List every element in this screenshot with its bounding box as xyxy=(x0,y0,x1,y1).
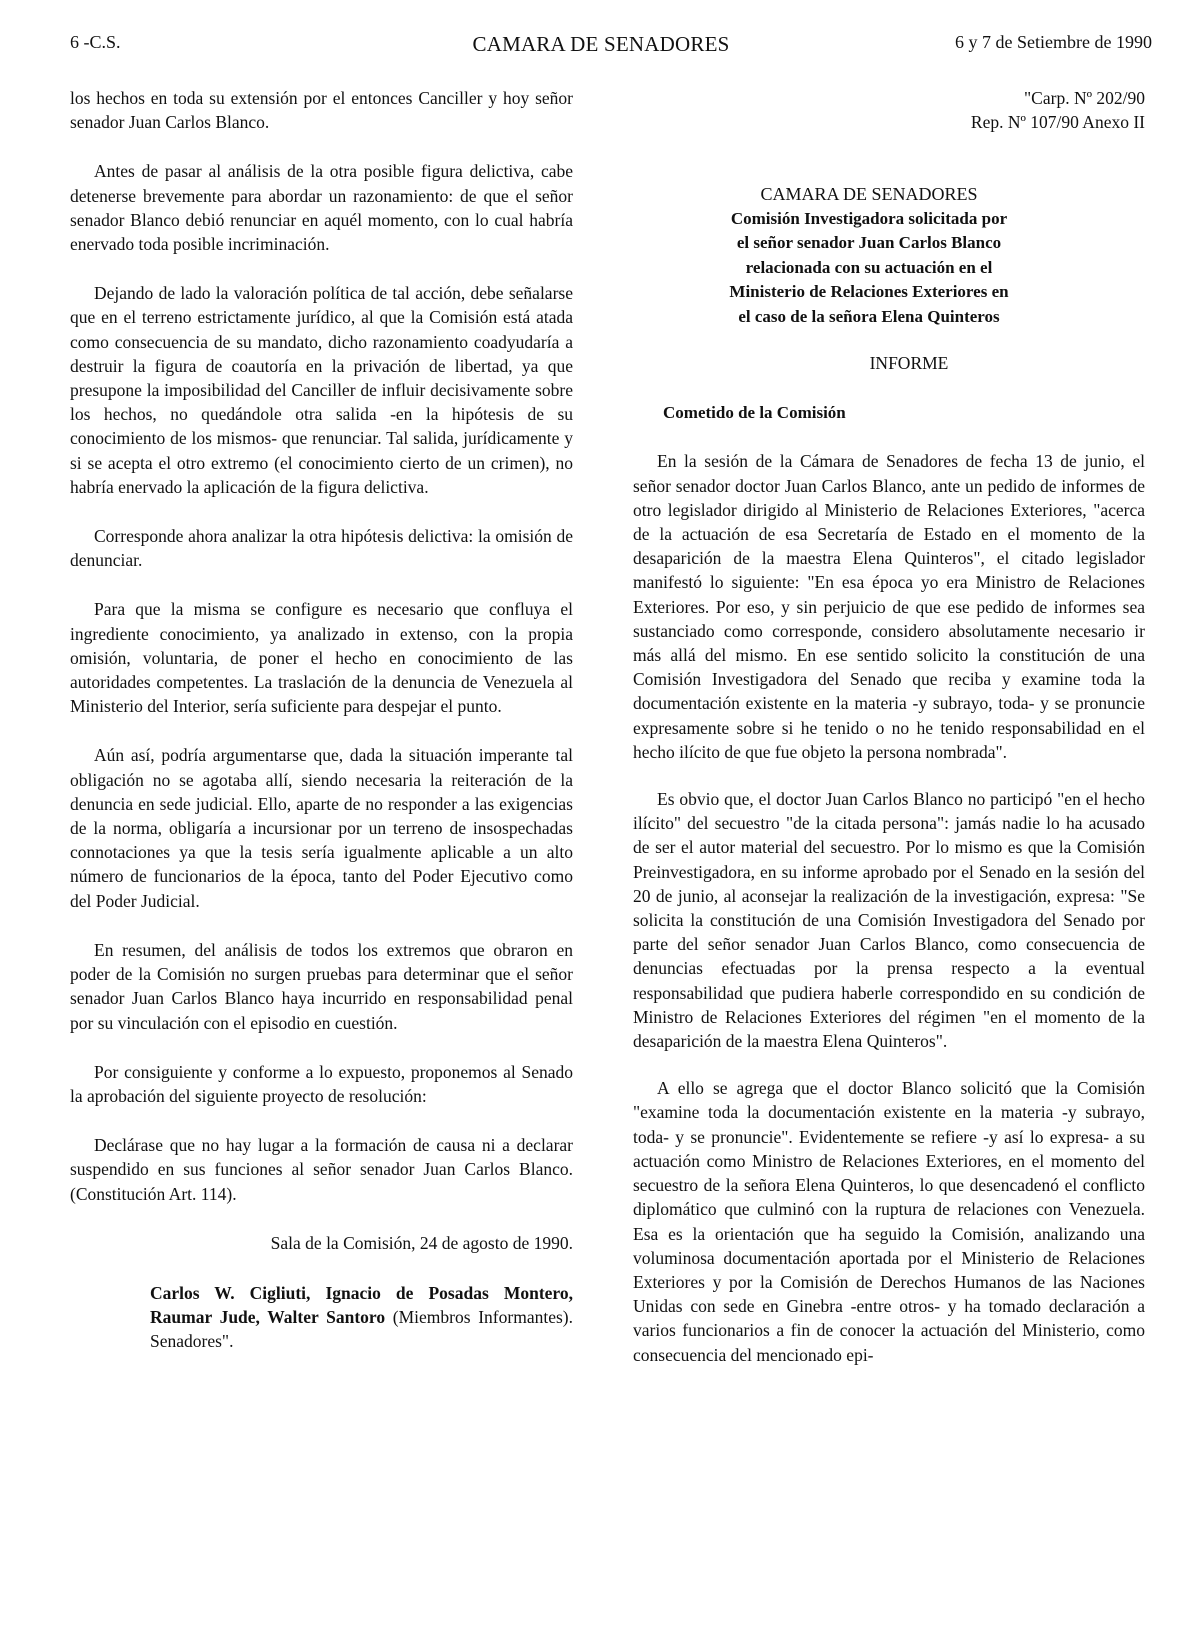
title-line: Comisión Investigadora solicitada por xyxy=(730,208,1008,228)
informe-heading: INFORME xyxy=(869,353,949,373)
carp-number: "Carp. Nº 202/90 xyxy=(1024,88,1145,108)
page-number: 6 -C.S. xyxy=(70,32,121,52)
paragraph: En la sesión de la Cámara de Senadores de fecha 13 de junio, el señor senador doctor Juan Carlos Blanco, ante un pedido de informes de otro legislador dirigido al Ministerio de Relaciones Exteriores, "acerca de la actuación de esa Secretaría de Estado en el momento de la desaparición de la maestra Elena Quinteros", el citado legislador manifestó lo siguiente: "En esa época yo era Ministro de Relaciones Exteriores. Por eso, y sin perjuicio de que ese pedido de informes sea sustanciado como corresponde, considero absolutamente necesario ir más allá del mismo. En ese sentido solicito la constitución de una Comisión Investigadora del Senado que reciba y examine toda la documentación existente en la materia -y subrayo, toda- y se pronuncie expresamente sobre si he tenido o no he tenido responsabilidad en el hecho ilícito de que fue objeto la persona nombrada". xyxy=(633,451,1145,762)
paragraph: Aún así, podría argumentarse que, dada la situación imperante tal obligación no se agotaba allí, siendo necesaria la reiteración de la denuncia en sede judicial. Ello, aparte de no responder a las exigencias de la norma, obligaría a incursionar por un terreno de insospechadas connotaciones ya que la tesis sería igualmente aplicable a un alto número de funcionarios de la época, tanto del Poder Ejecutivo como del Poder Judicial. xyxy=(70,745,573,911)
left-column xyxy=(70,86,573,1354)
page-date: 6 y 7 de Setiembre de 1990 xyxy=(955,32,1152,52)
paragraph: los hechos en toda su extensión por el entonces Canciller y hoy señor senador Juan Carlos Blanco. xyxy=(70,88,573,133)
paragraph: Dejando de lado la valoración política de tal acción, debe señalarse que en el terreno estrictamente jurídico, al que la Comisión está atada como consecuencia de su mandato, dicho razonamiento coadyudaría a destruir la figura de coautoría en la privación de libertad, ya que presupone la imposibilidad del Canciller de influir decisivamente sobre los hechos, no quedándole otra salida -en la hipótesis de su conocimiento de los mismos- que renunciar. Tal salida, jurídicamente y si se acepta el otro extremo (el conocimiento cierto de un crimen), no habría enervado la aplicación de la figura delictiva. xyxy=(70,283,573,497)
paragraph: A ello se agrega que el doctor Blanco solicitó que la Comisión "examine toda la documentación existente en la materia -y subrayo, toda- y se pronuncie". Evidentemente se refiere -y así lo expresa- a su actuación como Ministro de Relaciones Exteriores, en el momento del secuestro de la señora Elena Quinteros, lo que desencadenó el conflicto diplomático que culminó con la ruptura de relaciones con Venezuela. Esa es la orientación que ha seguido la Comisión, analizando una voluminosa documentación aportada por el Ministerio de Relaciones Exteriores y por la Comisión de Derechos Humanos de las Naciones Unidas con sede en Ginebra -entre otros- y ha tomado declaración a varios funcionarios a fin de conocer la actuación del Ministerio, como consecuencia del mencionado epi- xyxy=(633,1078,1145,1365)
title-line: relacionada con su actuación en el xyxy=(745,257,993,277)
paragraph: Corresponde ahora analizar la otra hipótesis delictiva: la omisión de denunciar. xyxy=(70,526,573,571)
title-line: el señor senador Juan Carlos Blanco xyxy=(736,233,1002,252)
rep-number: Rep. Nº 107/90 Anexo II xyxy=(970,112,1145,132)
signers-roles: (Miembros Informantes). Senadores". xyxy=(150,1307,573,1352)
signers-names: Carlos W. Cigliuti, Ignacio de Posadas Montero, Raumar Jude, Walter Santoro xyxy=(150,1282,573,1328)
paragraph: En resumen, del análisis de todos los extremos que obraron en poder de la Comisión no surgen pruebas para determinar que el señor senador Juan Carlos Blanco haya incurrido en responsabilidad penal por su vinculación con el episodio en cuestión. xyxy=(70,939,573,1033)
signature-place-date: Sala de la Comisión, 24 de agosto de 1990. xyxy=(270,1232,573,1253)
running-title: CAMARA DE SENADORES xyxy=(472,32,730,56)
section-subheading: Cometido de la Comisión xyxy=(663,403,846,423)
paragraph: Antes de pasar al análisis de la otra posible figura delictiva, cabe detenerse brevemente para abordar un razonamiento: de que el señor senador Blanco debió renunciar en aquél momento, con lo cual habría enervado toda posible incriminación. xyxy=(70,161,573,255)
paragraph: Por consiguiente y conforme a lo expuesto, proponemos al Senado la aprobación del siguiente proyecto de resolución: xyxy=(70,1061,573,1106)
title-line: el caso de la señora Elena Quinteros xyxy=(738,306,1000,326)
title-line: Ministerio de Relaciones Exteriores en xyxy=(729,282,1009,301)
title-chamber: CAMARA DE SENADORES xyxy=(760,184,978,204)
resolution-paragraph: Declárase que no hay lugar a la formación de causa ni a declarar suspendido en sus funciones al señor senador Juan Carlos Blanco. (Constitución Art. 114). xyxy=(70,1135,573,1204)
signers xyxy=(150,1281,573,1354)
paragraph: Para que la misma se configure es necesario que confluya el ingrediente conocimiento, ya analizado in extenso, con la propia omisión, voluntaria, de poner el hecho en conocimiento de las autoridades competentes. La traslación de la denuncia de Venezuela al Ministerio del Interior, sería suficiente para despejar el punto. xyxy=(70,599,573,717)
paragraph: Es obvio que, el doctor Juan Carlos Blanco no participó "en el hecho ilícito" del secuestro "de la citada persona": jamás nadie lo ha acusado de ser el autor material del secuestro. Por lo mismo es que la Comisión Preinvestigadora, en su informe aprobado por el Senado en la sesión del 20 de junio, al aconsejar la realización de la investigación, expresa: "Se solicita la constitución de una Comisión Investigadora del Senado por parte del señor senador Juan Carlos Blanco, como consecuencia de denuncias efectuadas por la prensa respecto a la eventual responsabilidad que pudiera haberle correspondido en su condición de Ministro de Relaciones Exteriores del régimen "en el momento de la desaparición de la maestra Elena Quinteros". xyxy=(633,789,1145,1052)
file-reference xyxy=(633,86,1145,134)
report-title xyxy=(633,182,1145,329)
right-column xyxy=(633,86,1145,1390)
